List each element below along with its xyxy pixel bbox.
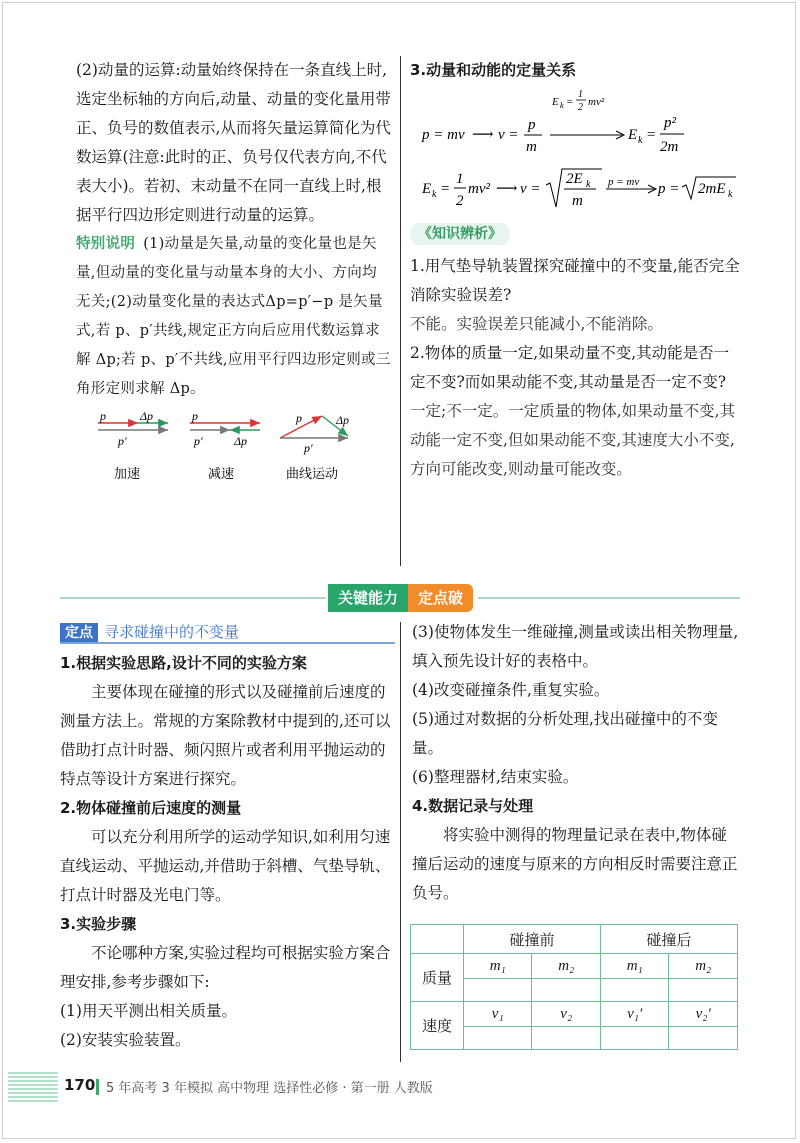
section-banner [328, 584, 473, 612]
left-top-column [76, 56, 391, 488]
table-cell: m₂ [532, 954, 601, 979]
svg-text:k: k [728, 189, 733, 200]
step-5: (5)通过对数据的分析处理,找出碰撞中的不变量。 [412, 710, 718, 757]
svg-text:2: 2 [456, 193, 464, 209]
svg-text:⟶: ⟶ [496, 181, 518, 197]
svg-text:k: k [432, 189, 437, 200]
svg-text:mv²: mv² [588, 96, 605, 108]
curve-diagram [280, 411, 349, 455]
right-bottom-column [412, 618, 742, 908]
table-cell: v₁ [464, 1002, 532, 1027]
svg-text:v =: v = [520, 181, 541, 197]
footer-book-title: 5 年高考 3 年模拟 高中物理 选择性必修 · 第一册 人教版 [106, 1081, 433, 1096]
answer-1: 不能。实验误差只能减小,不能消除。 [410, 315, 663, 333]
svg-text:E: E [628, 127, 638, 143]
special-note [76, 230, 391, 404]
step-6: (6)整理器材,结束实验。 [412, 768, 579, 786]
table-cell [464, 1027, 532, 1050]
table-cell: v₂ [532, 1002, 601, 1027]
step-4: (4)改变碰撞条件,重复实验。 [412, 681, 610, 699]
table-row [411, 954, 738, 979]
table-cell: v₂′ [669, 1002, 738, 1027]
svg-text:=: = [646, 127, 657, 143]
svg-text:Δp: Δp [140, 409, 154, 423]
table-row [411, 925, 738, 954]
heading-3: 3.动量和动能的定量关系 [410, 61, 577, 79]
svg-text:p = mv: p = mv [608, 176, 640, 188]
svg-text:Δp: Δp [234, 434, 248, 448]
table-cell: m₁ [600, 954, 668, 979]
dingdian-underline [60, 642, 395, 644]
decel-diagram [190, 409, 260, 448]
svg-text:2E: 2E [566, 171, 583, 187]
accel-diagram [98, 409, 168, 448]
svg-text:p: p [296, 411, 302, 425]
paragraph-2: 可以充分利用所学的运动学知识,如利用匀速直线运动、平抛运动,并借助于斜槽、气垫导轨、打点计时器及光电门等。 [60, 828, 391, 904]
svg-text:1: 1 [578, 89, 583, 100]
step-1: (1)用天平测出相关质量。 [60, 1002, 237, 1020]
top-column-divider [400, 56, 401, 566]
svg-text:m: m [572, 193, 583, 209]
heading-step-3: 3.实验步骤 [60, 915, 137, 933]
table-header-before: 碰撞前 [464, 925, 601, 954]
svg-text:p²: p² [664, 115, 676, 131]
footer-divider [96, 1079, 99, 1095]
table-cell: v₁′ [600, 1002, 668, 1027]
svg-text:m: m [526, 139, 537, 155]
paragraph-3: 不论哪种方案,实验过程均可根据实验方案合理安排,参考步骤如下: [60, 944, 391, 991]
table-label-mass: 质量 [411, 954, 464, 1002]
fig-label-accel: 加速 [114, 467, 141, 482]
table-cell [669, 1027, 738, 1050]
vector-figure [90, 408, 390, 488]
momentum-operation-paragraph: (2)动量的运算:动量始终保持在一条直线上时,选定坐标轴的方向后,动量、动量的变化量用带正、负号的数值表示,从而将矢量运算简化为代数运算(注意:此时的正、负号仅代表方向,不代表大小)。若初、末动量不在同一直线上时,根据平行四边形定则进行动量的运算。 [76, 61, 391, 224]
table-cell [600, 979, 668, 1002]
heading-step-4: 4.数据记录与处理 [412, 797, 534, 815]
knowledge-analysis-badge: 《知识辨析》 [410, 223, 510, 245]
question-2: 2.物体的质量一定,如果动量不变,其动能是否一定不变?而如果动能不变,其动量是否一定不变? [410, 344, 730, 391]
right-top-column [410, 56, 740, 484]
svg-text:1: 1 [456, 171, 464, 187]
svg-text:p: p [192, 409, 198, 423]
paragraph-1: 主要体现在碰撞的形式以及碰撞前后速度的测量方法上。常规的方案除教材中提到的,还可以借助打点计时器、频闪照片或者利用平抛运动的特点等设计方案进行探究。 [60, 683, 391, 788]
table-cell [532, 979, 601, 1002]
svg-text:E: E [552, 96, 559, 108]
bottom-column-divider [400, 622, 401, 1062]
svg-text:⟶: ⟶ [472, 127, 494, 143]
svg-text:E: E [422, 181, 432, 197]
question-1: 1.用气垫导轨装置探究碰撞中的不变量,能否完全消除实验误差? [410, 257, 740, 304]
dingdian-tag: 定点 [60, 623, 98, 643]
step-2: (2)安装实验装置。 [60, 1031, 191, 1049]
dingdian-title: 寻求碰撞中的不变量 [104, 623, 240, 641]
table-cell [464, 979, 532, 1002]
fig-label-decel: 减速 [208, 467, 235, 482]
svg-text:p′: p′ [118, 434, 127, 448]
special-note-text: (1)动量是矢量,动量的变化量也是矢量,但动量的变化量与动量本身的大小、方向均无关;(2)动量变化量的表达式Δp=p′−p 是矢量式,若 p、p′共线,规定正方向后应用代数运算求解 Δp;若 p、p′不共线,应用平行四边形定则或三角形定则求解 Δp。 [76, 236, 391, 397]
svg-text:p′: p′ [194, 434, 203, 448]
paragraph-4: 将实验中测得的物理量记录在表中,物体碰撞后运动的速度与原来的方向相反时需要注意正负号。 [412, 826, 738, 902]
table-cell [532, 1027, 601, 1050]
banner-point-break: 定点破 [408, 584, 473, 612]
svg-text:k: k [560, 101, 564, 110]
banner-line-left [60, 597, 326, 599]
svg-text:2: 2 [578, 102, 583, 113]
footer-stripe [8, 1072, 58, 1102]
svg-text:p: p [528, 117, 536, 133]
svg-text:Δp: Δp [336, 413, 350, 427]
table-header-after: 碰撞后 [600, 925, 737, 954]
energy-momentum-formulas [410, 85, 740, 215]
svg-text:p′: p′ [304, 441, 313, 455]
page-number: 170 [64, 1076, 96, 1094]
answer-2: 一定;不一定。一定质量的物体,如果动量不变,其动能一定不变,但如果动能不变,其速度大小不变,方向可能改变,则动量可能改变。 [410, 402, 736, 478]
heading-step-2: 2.物体碰撞前后速度的测量 [60, 799, 242, 817]
svg-text:2m: 2m [660, 139, 679, 155]
banner-line-right [478, 597, 740, 599]
svg-text:k: k [638, 135, 643, 146]
table-cell: m₁ [464, 954, 532, 979]
table-cell: m₂ [669, 954, 738, 979]
svg-text:=: = [566, 96, 574, 108]
svg-text:2mE: 2mE [698, 181, 726, 197]
page-footer [0, 1072, 800, 1102]
table-cell [600, 1027, 668, 1050]
step-3: (3)使物体发生一维碰撞,测量或读出相关物理量,填入预先设计好的表格中。 [412, 623, 739, 670]
table-cell-corner [411, 925, 464, 954]
svg-text:mv²: mv² [468, 181, 490, 197]
special-note-label: 特别说明 [76, 236, 136, 252]
svg-text:v =: v = [498, 127, 519, 143]
table-cell [669, 979, 738, 1002]
left-bottom-column [60, 618, 395, 1055]
svg-text:=: = [440, 181, 451, 197]
svg-text:p =: p = [658, 181, 680, 197]
table-label-speed: 速度 [411, 1002, 464, 1050]
svg-text:p: p [100, 409, 106, 423]
svg-text:k: k [586, 179, 591, 190]
banner-key-ability: 关键能力 [328, 584, 408, 612]
data-record-table [410, 924, 738, 1050]
fig-label-curve: 曲线运动 [286, 467, 339, 482]
table-row [411, 1002, 738, 1027]
svg-text:p = mv: p = mv [422, 127, 465, 143]
heading-step-1: 1.根据实验思路,设计不同的实验方案 [60, 654, 307, 672]
